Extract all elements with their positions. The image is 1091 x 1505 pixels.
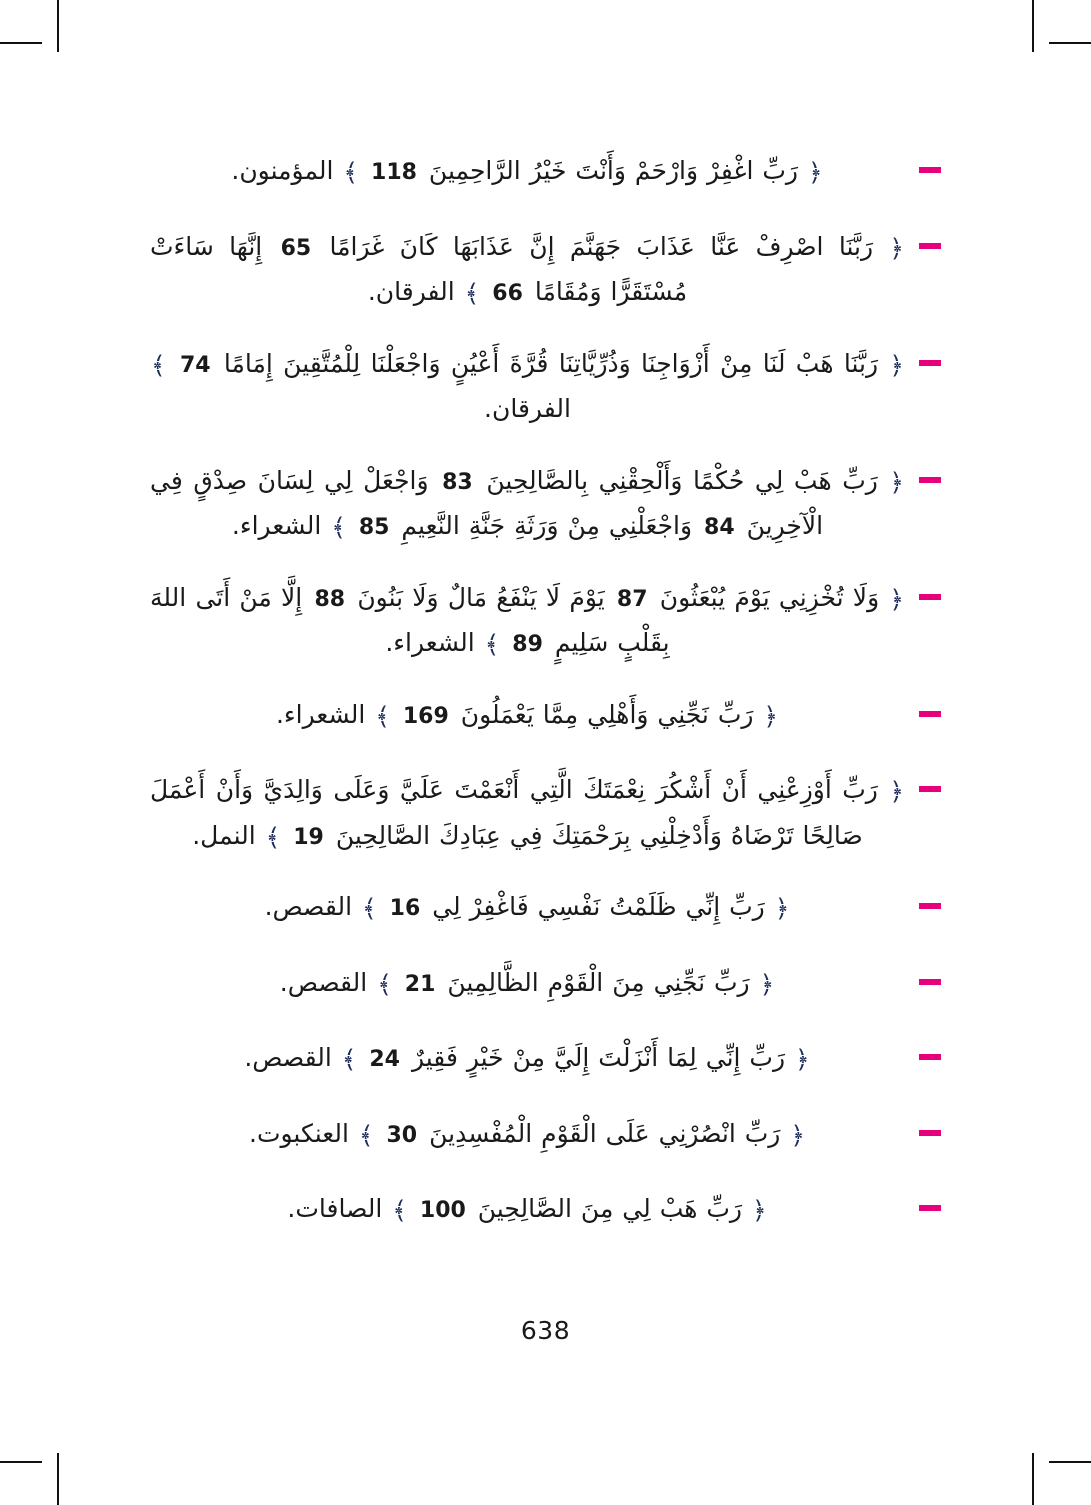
ayah-text: رَبِّ هَبْ لِي حُكْمًا وَأَلْحِقْنِي بِالصَّالِحِينَ (486, 465, 878, 495)
verse-close-ornament: ﴾ (265, 822, 281, 852)
verse-number: 89 (512, 632, 543, 657)
supplication-item (150, 884, 941, 930)
dash-bullet-icon (919, 167, 941, 173)
verse-open-ornament: ﴿ (889, 584, 905, 614)
crop-mark-bottom-left-horizontal (0, 1461, 42, 1463)
supplication-text (150, 341, 905, 432)
supplication-text (150, 458, 905, 549)
verse-close-ornament: ﴾ (377, 969, 392, 999)
crop-mark-top-right-horizontal (1049, 42, 1091, 44)
verse-close-ornament: ﴾ (362, 894, 377, 923)
verse-close-ornament: ﴾ (343, 158, 359, 187)
ayah-text: وَاجْعَلْنِي مِنْ وَرَثَةِ جَنَّةِ النَّعِيمِ (401, 511, 693, 540)
verse-close-ornament: ﴾ (392, 1196, 407, 1225)
verse-close-ornament: ﴾ (341, 1045, 357, 1074)
ayah-text: رَبِّ هَبْ لِي مِنَ الصَّالِحِينَ (477, 1194, 742, 1223)
verse-open-ornament: ﴿ (889, 350, 904, 380)
page-number: 638 (520, 1316, 571, 1345)
crop-mark-bottom-right-vertical (1032, 1453, 1034, 1505)
verse-open-ornament: ﴿ (889, 233, 904, 263)
verse-number: 24 (369, 1047, 400, 1072)
surah-name: الشعراء. (385, 628, 475, 657)
ayah-text: رَبِّ إِنِّي ظَلَمْتُ نَفْسِي فَاغْفِرْ لِي (432, 892, 765, 921)
supplication-item (150, 458, 941, 549)
dash-bullet-icon (919, 786, 941, 792)
supplication-text (150, 960, 905, 1006)
verse-number: 118 (371, 160, 417, 185)
verse-number: 100 (419, 1198, 466, 1223)
supplication-item (150, 960, 941, 1006)
crop-mark-top-left-horizontal (0, 42, 42, 44)
ayah-text: إِنَّهَا سَاءَتْ مُسْتَقَرًّا وَمُقَامًا (150, 231, 688, 306)
surah-name: المؤمنون. (231, 156, 334, 185)
verse-open-ornament: ﴿ (889, 467, 905, 497)
surah-name: الصافات. (287, 1194, 383, 1223)
supplication-item (150, 575, 941, 666)
dash-bullet-icon (919, 1130, 941, 1136)
verse-number: 16 (389, 896, 421, 921)
ayah-text: رَبَّنَا هَبْ لَنَا مِنْ أَزْوَاجِنَا وَذُرِّيَّاتِنَا قُرَّةَ أَعْيُنٍ وَاجْعَلْنَا لِلْمُتَّقِينَ إِمَامًا (223, 348, 879, 378)
verse-number: 74 (179, 352, 211, 378)
ayah-text: رَبِّ انْصُرْنِي عَلَى الْقَوْمِ الْمُفْسِدِينَ (429, 1118, 781, 1148)
ayah-text: رَبِّ إِنِّي لِمَا أَنْزَلْتَ إِلَيَّ مِنْ خَيْرٍ فَقِيرٌ (411, 1043, 786, 1072)
verse-close-ornament: ﴾ (375, 701, 390, 731)
supplication-item (150, 1186, 941, 1232)
ayah-text: إِلَّا مَنْ أَتَى اللهَ بِقَلْبٍ سَلِيمٍ (150, 582, 670, 657)
supplication-item (150, 767, 941, 858)
supplication-text (150, 1186, 905, 1232)
supplication-text (150, 148, 905, 194)
supplication-text (150, 767, 905, 858)
crop-mark-top-left-vertical (57, 0, 59, 52)
ayah-text: رَبِّ نَجِّنِي وَأَهْلِي مِمَّا يَعْمَلُونَ (460, 699, 754, 729)
verse-close-ornament: ﴾ (358, 1120, 374, 1150)
verse-close-ornament: ﴾ (151, 350, 166, 380)
dash-bullet-icon (919, 1205, 941, 1211)
verse-close-ornament: ﴾ (484, 630, 500, 659)
verse-open-ornament: ﴿ (807, 158, 823, 187)
verse-number: 65 (280, 235, 312, 261)
crop-mark-bottom-left-vertical (57, 1453, 59, 1505)
supplication-text (150, 692, 905, 738)
supplication-item (150, 341, 941, 432)
verse-number: 30 (386, 1122, 418, 1148)
supplication-item (150, 148, 941, 194)
surah-name: القصص. (279, 967, 368, 997)
supplication-text (150, 224, 905, 315)
dash-bullet-icon (919, 903, 941, 909)
verse-number: 87 (616, 586, 648, 612)
surah-name: النمل. (192, 820, 256, 850)
supplication-text (150, 884, 905, 930)
crop-mark-top-right-vertical (1032, 0, 1034, 52)
surah-name: الشعراء. (231, 511, 322, 540)
dash-bullet-icon (919, 594, 941, 600)
supplication-item (150, 224, 941, 315)
verse-number: 83 (442, 469, 473, 495)
verse-number: 169 (402, 703, 449, 729)
surah-name: القصص. (264, 892, 353, 921)
dash-bullet-icon (919, 477, 941, 483)
ayah-text: رَبِّ اغْفِرْ وَارْحَمْ وَأَنْتَ خَيْرُ الرَّاحِمِينَ (428, 156, 799, 185)
verse-open-ornament: ﴿ (751, 1196, 767, 1225)
surah-name: الفرقان. (367, 277, 455, 306)
dash-bullet-icon (919, 979, 941, 985)
verse-open-ornament: ﴿ (889, 777, 905, 806)
verse-close-ornament: ﴾ (464, 279, 480, 308)
verse-number: 88 (314, 586, 346, 612)
ayah-text: رَبِّ نَجِّنِي مِنَ الْقَوْمِ الظَّالِمِينَ (447, 967, 750, 997)
verse-open-ornament: ﴿ (794, 1045, 810, 1074)
dash-bullet-icon (919, 243, 941, 249)
dash-bullet-icon (919, 1054, 941, 1060)
surah-name: الفرقان. (484, 394, 571, 423)
surah-name: القصص. (244, 1043, 332, 1072)
supplication-item (150, 1035, 941, 1081)
verse-number: 84 (704, 515, 735, 540)
verse-open-ornament: ﴿ (790, 1120, 805, 1150)
ayah-text: رَبَّنَا اصْرِفْ عَنَّا عَذَابَ جَهَنَّمَ إِنَّ عَذَابَهَا كَانَ غَرَامًا (329, 231, 874, 261)
verse-close-ornament: ﴾ (331, 513, 346, 542)
crop-mark-bottom-right-horizontal (1049, 1461, 1091, 1463)
verse-open-ornament: ﴿ (763, 701, 779, 731)
supplication-text (150, 1035, 905, 1081)
verse-number: 66 (492, 281, 523, 306)
ayah-text: رَبِّ أَوْزِعْنِي أَنْ أَشْكُرَ نِعْمَتَكَ الَّتِي أَنْعَمْتَ عَلَيَّ وَعَلَى وَالِدَيَّ وَأَنْ أَعْمَلَ صَالِحًا تَرْضَاهُ وَأَدْخِلْنِي بِرَحْمَتِكَ فِي عِبَادِكَ الصَّالِحِينَ (150, 775, 878, 850)
verse-open-ornament: ﴿ (774, 894, 790, 923)
dash-bullet-icon (919, 711, 941, 717)
supplication-text (150, 1111, 905, 1157)
verse-number: 85 (358, 515, 390, 540)
dash-bullet-icon (919, 360, 941, 366)
surah-name: الشعراء. (275, 699, 366, 729)
supplication-list (150, 148, 941, 1262)
ayah-text: وَلَا تُخْزِنِي يَوْمَ يُبْعَثُونَ (659, 582, 880, 612)
ayah-text: وَاجْعَلْ لِي لِسَانَ صِدْقٍ فِي الْآخِرِينَ (150, 465, 824, 540)
verse-number: 21 (404, 971, 436, 997)
supplication-item (150, 1111, 941, 1157)
supplication-item (150, 692, 941, 738)
supplication-text (150, 575, 905, 666)
surah-name: العنكبوت. (249, 1118, 349, 1148)
verse-number: 19 (293, 824, 324, 850)
verse-open-ornament: ﴿ (759, 969, 775, 999)
ayah-text: يَوْمَ لَا يَنْفَعُ مَالٌ وَلَا بَنُونَ (357, 582, 605, 612)
